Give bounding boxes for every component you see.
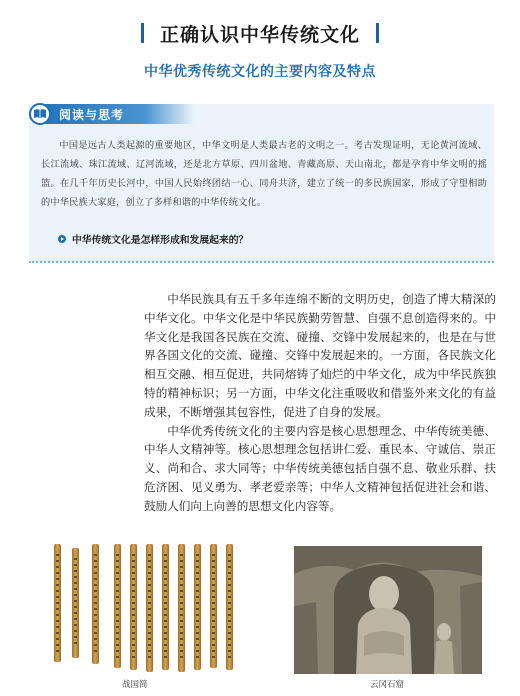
bamboo-slip	[54, 544, 61, 662]
bamboo-slip	[130, 544, 137, 670]
bamboo-slip	[162, 544, 169, 670]
reading-box-header	[29, 104, 194, 124]
yungang-grottoes-image	[294, 546, 482, 674]
bamboo-slip	[92, 544, 99, 664]
bamboo-slips-image	[50, 544, 236, 674]
question-text: 中华传统文化是怎样形成和发展起来的？	[72, 235, 249, 246]
arrow-bullet-icon	[58, 235, 66, 243]
left-image-caption: 战国简	[122, 680, 148, 690]
page-title-block	[0, 18, 520, 48]
reading-box-text: 中国是远古人类起源的重要地区，中华文明是人类最古老的文明之一。考古发现证明，无论黄河流域、长江流域、珠江流域、辽河流域，还是北方草原、四川盆地、青藏高原、天山南北，都是孕育中华文明的摇篮。在几千年历史长河中，中国人民始终团结一心、同舟共济，建立了统一的多民族国家，形成了守望相助的中华民族大家庭，创立了多样和谐的中华传统文化。	[41, 140, 487, 208]
thinking-question	[58, 232, 248, 246]
main-body-text	[144, 290, 496, 516]
buddha-statue-illustration	[294, 546, 482, 674]
bamboo-slip	[72, 548, 79, 658]
page-title: 正确认识中华传统文化	[159, 23, 360, 46]
bamboo-slip	[210, 544, 217, 668]
bamboo-slip	[114, 544, 121, 668]
bamboo-slip	[178, 544, 185, 672]
title-bar-left	[141, 23, 144, 43]
title-bar-right	[376, 23, 379, 43]
body-paragraph-1: 中华民族具有五千多年连绵不断的文明历史，创造了博大精深的中华文化。中华文化是中华民族勤劳智慧、自强不息创造得来的。中华文化是我国各民族在交流、碰撞、交锋中发展起来的，也是在与世界各国文化的交流、碰撞、交锋中发展起来的。一方面，各民族文化相互交融、相互促进，共同熔铸了灿烂的中华文化，成为中华民族独特的精神标识；另一方面，中华文化注重吸收和借鉴外来文化的有益成果，不断增强其包容性，促进了自身的发展。	[144, 292, 496, 419]
section-subtitle: 中华优秀传统文化的主要内容及特点	[144, 64, 376, 80]
bamboo-slip	[146, 544, 153, 672]
book-icon	[29, 103, 51, 125]
right-image-caption: 云冈石窟	[370, 680, 405, 690]
body-paragraph-2: 中华优秀传统文化的主要内容是核心思想理念、中华传统美德、中华人文精神等。核心思想理念包括讲仁爱、重民本、守诚信、崇正义、尚和合、求大同等；中华传统美德包括自强不息、敬业乐群、扶危济困、见义勇为、孝老爱亲等；中华人文精神包括促进社会和谐、鼓励人们向上向善的思想文化内容等。	[144, 423, 496, 513]
bamboo-slip	[194, 544, 201, 670]
bamboo-slip	[226, 544, 233, 670]
reading-box-label: 阅读与思考	[59, 108, 125, 122]
